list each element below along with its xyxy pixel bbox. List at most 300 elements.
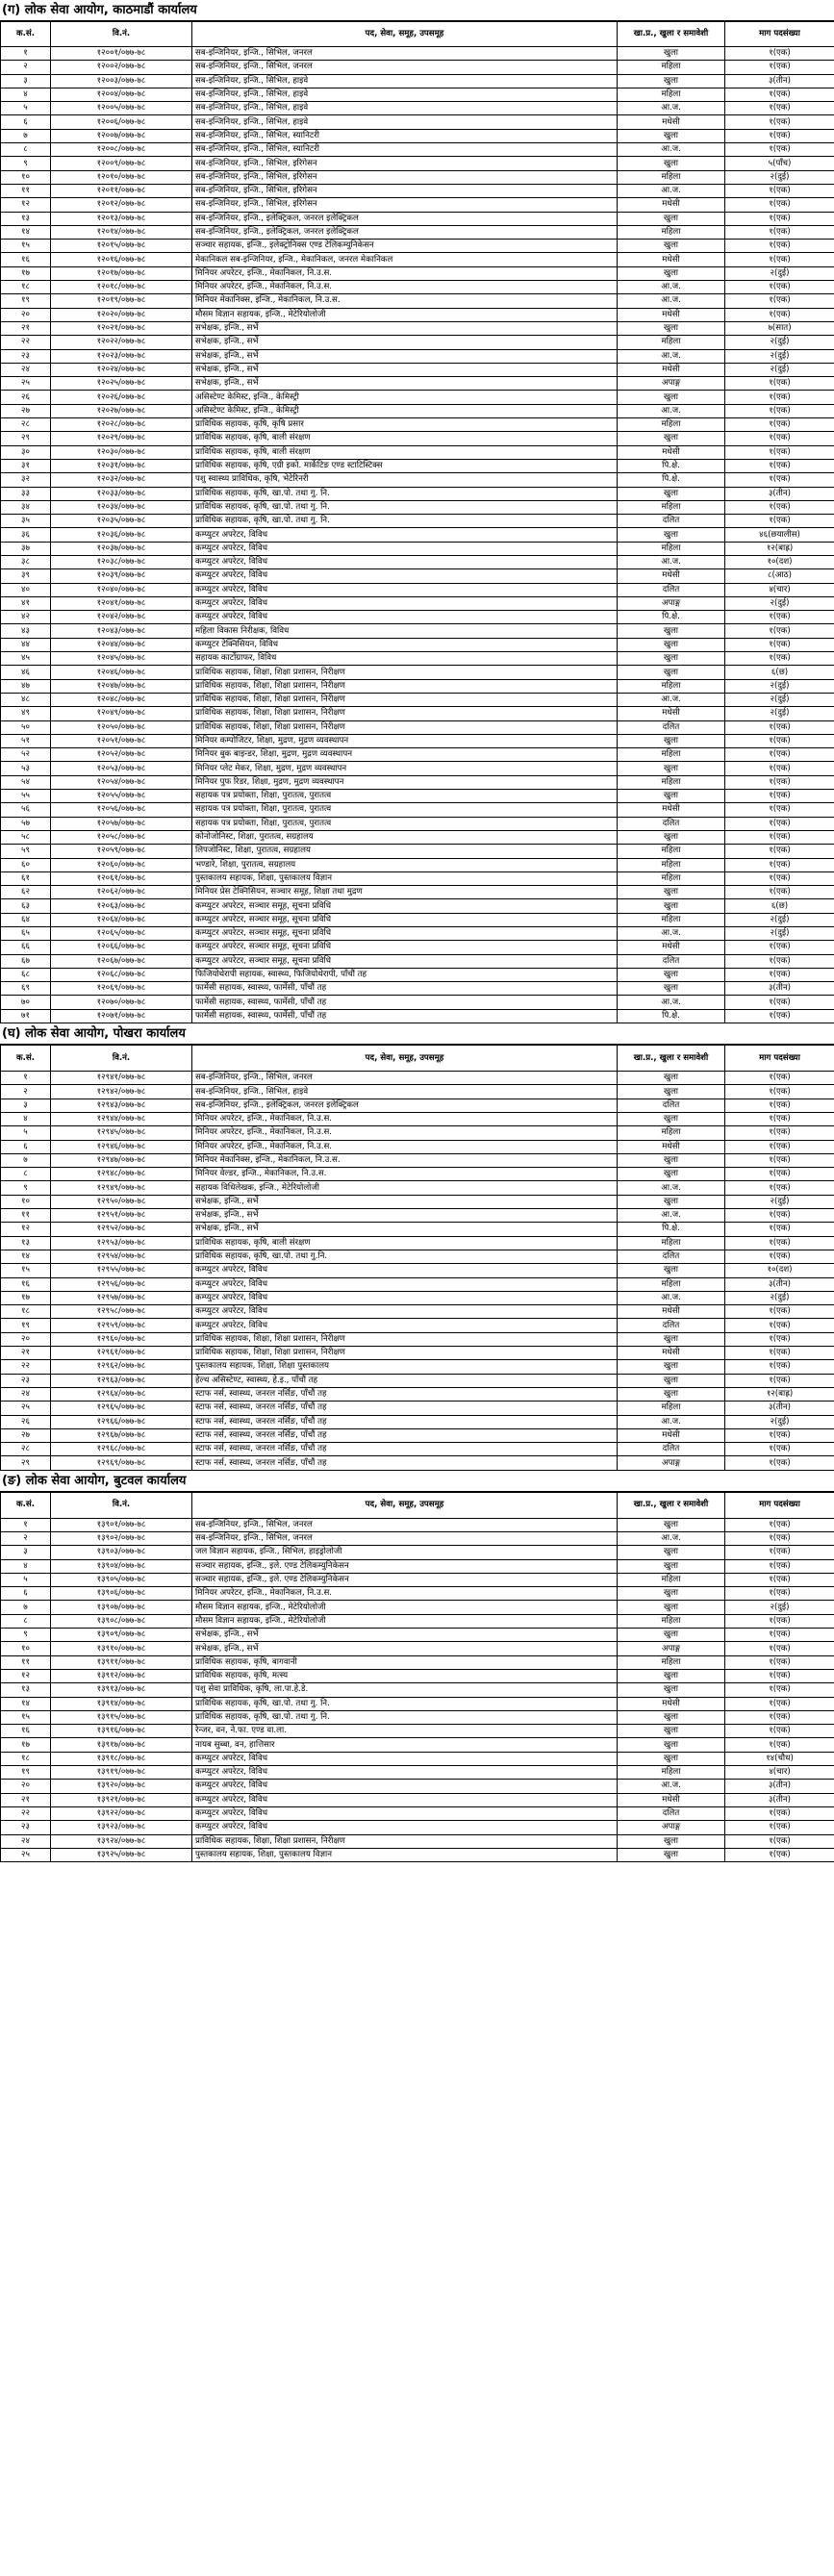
- adv-no-cell: १२९५१/०७७-७८: [51, 1209, 192, 1223]
- header-category: खा.प्र., खुला र समावेशी: [618, 22, 725, 47]
- category-cell: आ.ज.: [618, 281, 725, 294]
- serial-cell: २: [1, 61, 51, 74]
- category-cell: महिला: [618, 748, 725, 762]
- adv-no-cell: १३९२५/०७७-७८: [51, 1848, 192, 1861]
- adv-no-cell: १३९०७/०७७-७८: [51, 1601, 192, 1614]
- serial-cell: ५६: [1, 803, 51, 817]
- category-cell: खुला: [618, 1834, 725, 1848]
- serial-cell: ६: [1, 1587, 51, 1601]
- post-cell: कम्प्युटर अपरेटर, विविध: [192, 528, 618, 542]
- post-cell: कम्प्युटर अपरेटर, विविध: [192, 569, 618, 583]
- adv-no-cell: १३९०१/०७७-७८: [51, 1518, 192, 1531]
- adv-no-cell: १२०४१/०७७-७८: [51, 596, 192, 610]
- post-cell: कम्प्युटर अपरेटर, विविध: [192, 583, 618, 596]
- demand-cell: १(एक): [725, 1443, 834, 1456]
- demand-cell: १२(बाह्र): [725, 542, 834, 555]
- serial-cell: ३९: [1, 569, 51, 583]
- category-cell: खुला: [618, 1168, 725, 1181]
- serial-cell: ६९: [1, 982, 51, 996]
- adv-no-cell: १२०६२/०७७-७८: [51, 886, 192, 899]
- table-row: [1, 432, 834, 445]
- demand-cell: १०(दश): [725, 555, 834, 568]
- adv-no-cell: १३९१९/०७७-७८: [51, 1766, 192, 1780]
- demand-cell: १(एक): [725, 1848, 834, 1861]
- category-cell: मधेसी: [618, 1428, 725, 1442]
- adv-no-cell: १२९५०/०७७-७८: [51, 1195, 192, 1208]
- table-row: [1, 1140, 834, 1153]
- demand-cell: २(दुई): [725, 363, 834, 376]
- post-cell: मिनियर प्लेट मेकर, शिक्षा, मुद्रण, मुद्रण व्यवस्थापन: [192, 762, 618, 775]
- demand-cell: १(एक): [725, 1834, 834, 1848]
- demand-cell: १(एक): [725, 294, 834, 308]
- category-cell: मधेसी: [618, 1347, 725, 1360]
- adv-no-cell: १२०६४/०७७-७८: [51, 913, 192, 926]
- serial-cell: ७: [1, 1153, 51, 1167]
- table-row: [1, 47, 834, 61]
- table-row: [1, 1683, 834, 1697]
- category-cell: खुला: [618, 790, 725, 803]
- category-cell: खुला: [618, 266, 725, 280]
- adv-no-cell: १२९४३/०७७-७८: [51, 1099, 192, 1112]
- adv-no-cell: १२९५७/०७७-७८: [51, 1291, 192, 1304]
- serial-cell: ५९: [1, 845, 51, 858]
- table-row: [1, 1347, 834, 1360]
- adv-no-cell: १२०४३/०७७-७८: [51, 624, 192, 638]
- adv-no-cell: १२०२५/०७७-७८: [51, 377, 192, 391]
- serial-cell: २८: [1, 1443, 51, 1456]
- serial-cell: ३६: [1, 528, 51, 542]
- demand-cell: १(एक): [725, 1738, 834, 1752]
- header-post: पद, सेवा, समूह, उपसमूह: [192, 1046, 618, 1072]
- table-row: [1, 803, 834, 817]
- adv-no-cell: १३९१२/०७७-७८: [51, 1669, 192, 1682]
- post-cell: सब-इन्जिनियर, इन्जि., सिभिल, हाइवे: [192, 88, 618, 101]
- table-row: [1, 445, 834, 459]
- table-row: [1, 1821, 834, 1834]
- serial-cell: ६१: [1, 871, 51, 885]
- header-post: पद, सेवा, समूह, उपसमूह: [192, 1492, 618, 1518]
- serial-cell: १५: [1, 1710, 51, 1724]
- demand-cell: १(एक): [725, 212, 834, 225]
- adv-no-cell: १२०२२/०७७-७८: [51, 336, 192, 349]
- post-cell: स्टाफ नर्स, स्वास्थ्य, जनरल नर्सिङ, पाँचौं तह: [192, 1428, 618, 1442]
- post-cell: सब-इन्जिनियर, इन्जि., सिभिल, स्यानिटरी: [192, 143, 618, 157]
- category-cell: खुला: [618, 886, 725, 899]
- header-adv-no: वि.नं.: [51, 1492, 192, 1518]
- category-cell: खुला: [618, 1710, 725, 1724]
- post-cell: भण्डारे, शिक्षा, पुरातत्व, सग्रहालय: [192, 858, 618, 871]
- serial-cell: १०: [1, 170, 51, 184]
- demand-cell: १(एक): [725, 1710, 834, 1724]
- demand-cell: १(एक): [725, 1374, 834, 1387]
- table-row: [1, 830, 834, 844]
- demand-cell: १(एक): [725, 143, 834, 157]
- adv-no-cell: १२०३३/०७७-७८: [51, 487, 192, 500]
- category-cell: मधेसी: [618, 363, 725, 376]
- table-row: [1, 775, 834, 789]
- category-cell: खुला: [618, 968, 725, 981]
- adv-no-cell: १२९६८/०७७-७८: [51, 1443, 192, 1456]
- adv-no-cell: १२९५६/०७७-७८: [51, 1277, 192, 1291]
- demand-cell: १(एक): [725, 871, 834, 885]
- post-cell: सब-इन्जिनियर, इन्जि., सिभिल, जनरल: [192, 1518, 618, 1531]
- adv-no-cell: १२०५२/०७७-७८: [51, 748, 192, 762]
- table-row: [1, 88, 834, 101]
- demand-cell: १(एक): [725, 1236, 834, 1250]
- header-post: पद, सेवा, समूह, उपसमूह: [192, 22, 618, 47]
- table-row: [1, 1264, 834, 1277]
- table-row: [1, 1780, 834, 1793]
- serial-cell: ३: [1, 1546, 51, 1559]
- adv-no-cell: १२०५३/०७७-७८: [51, 762, 192, 775]
- serial-cell: १५: [1, 240, 51, 253]
- adv-no-cell: १२००१/०७७-७८: [51, 47, 192, 61]
- category-cell: खुला: [618, 432, 725, 445]
- demand-cell: १(एक): [725, 1629, 834, 1642]
- category-cell: खुला: [618, 1725, 725, 1738]
- table-row: [1, 198, 834, 212]
- demand-cell: २(दुई): [725, 336, 834, 349]
- demand-cell: १(एक): [725, 1168, 834, 1181]
- demand-cell: १(एक): [725, 1319, 834, 1332]
- demand-cell: ४(चार): [725, 583, 834, 596]
- serial-cell: ११: [1, 1655, 51, 1669]
- demand-cell: १(एक): [725, 1009, 834, 1023]
- table-row: [1, 1766, 834, 1780]
- category-cell: आ.ज.: [618, 1209, 725, 1223]
- adv-no-cell: १२०१०/०७७-७८: [51, 170, 192, 184]
- demand-cell: १(एक): [725, 817, 834, 830]
- table-row: [1, 61, 834, 74]
- serial-cell: ५२: [1, 748, 51, 762]
- demand-cell: ३(तीन): [725, 1277, 834, 1291]
- adv-no-cell: १२०१७/०७७-७८: [51, 266, 192, 280]
- adv-no-cell: १२००४/०७७-७८: [51, 88, 192, 101]
- category-cell: महिला: [618, 1766, 725, 1780]
- table-row: [1, 1587, 834, 1601]
- post-cell: कम्प्युटर अपरेटर, विविध: [192, 1806, 618, 1820]
- adv-no-cell: १३९०३/०७७-७८: [51, 1546, 192, 1559]
- serial-cell: १: [1, 1518, 51, 1531]
- post-cell: प्राविधिक सहायक, कृषि, खा.पो. तथा गु.नि.: [192, 1250, 618, 1263]
- adv-no-cell: १२९६४/०७७-७८: [51, 1387, 192, 1401]
- category-cell: मधेसी: [618, 1140, 725, 1153]
- post-cell: प्राविधिक सहायक, कृषि, मत्स्य: [192, 1669, 618, 1682]
- serial-cell: २: [1, 1531, 51, 1545]
- adv-no-cell: १२०२४/०७७-७८: [51, 363, 192, 376]
- adv-no-cell: १२९६९/०७७-७८: [51, 1456, 192, 1470]
- serial-cell: १७: [1, 266, 51, 280]
- table-row: [1, 982, 834, 996]
- category-cell: दलित: [618, 1443, 725, 1456]
- post-cell: पुस्तकालय सहायक, शिक्षा, शिक्षा पुस्तकालय: [192, 1360, 618, 1374]
- demand-cell: १(एक): [725, 515, 834, 528]
- serial-cell: ३०: [1, 445, 51, 459]
- adv-no-cell: १३९०४/०७७-७८: [51, 1559, 192, 1573]
- table-row: [1, 1291, 834, 1304]
- post-cell: प्राविधिक सहायक, कृषि, खा.पो. तथा गु. नि.: [192, 515, 618, 528]
- category-cell: अपाङ्ग: [618, 596, 725, 610]
- demand-cell: १(एक): [725, 968, 834, 981]
- category-cell: खुला: [618, 321, 725, 335]
- adv-no-cell: १२९४८/०७७-७८: [51, 1168, 192, 1181]
- adv-no-cell: १२०४७/०७७-७८: [51, 679, 192, 693]
- serial-cell: ११: [1, 184, 51, 197]
- post-cell: सहायक विधिलेखक, इन्जि., मेटेरियोलोजी: [192, 1181, 618, 1195]
- table-row: [1, 102, 834, 115]
- serial-cell: २७: [1, 404, 51, 417]
- serial-cell: ६: [1, 115, 51, 129]
- post-cell: सब-इन्जिनियर, इन्जि., इलेक्ट्रिकल, जनरल इलेक्ट्रिकल: [192, 1099, 618, 1112]
- post-cell: सब-इन्जिनियर, इन्जि., सिभिल, इरिगेसन: [192, 157, 618, 170]
- serial-cell: ५: [1, 102, 51, 115]
- category-cell: खुला: [618, 1518, 725, 1531]
- table-row: [1, 363, 834, 376]
- serial-cell: ७: [1, 1601, 51, 1614]
- serial-cell: २९: [1, 1456, 51, 1470]
- table-row: [1, 1072, 834, 1085]
- post-cell: मिनियर अपरेटर, इन्जि., मेकानिकल, नि.उ.स.: [192, 281, 618, 294]
- table-row: [1, 817, 834, 830]
- adv-no-cell: १२००६/०७७-७८: [51, 115, 192, 129]
- table-row: [1, 693, 834, 706]
- adv-no-cell: १३९१३/०७७-७८: [51, 1683, 192, 1697]
- post-cell: प्राविधिक सहायक, शिक्षा, शिक्षा प्रशासन, निरीक्षण: [192, 666, 618, 679]
- category-cell: दलित: [618, 1806, 725, 1820]
- adv-no-cell: १२९६६/०७७-७८: [51, 1415, 192, 1428]
- category-cell: मधेसी: [618, 253, 725, 266]
- serial-cell: २४: [1, 1387, 51, 1401]
- adv-no-cell: १२०३०/०७७-७८: [51, 445, 192, 459]
- table-row: [1, 858, 834, 871]
- demand-cell: १(एक): [725, 1587, 834, 1601]
- serial-cell: ७०: [1, 996, 51, 1009]
- serial-cell: ४: [1, 1112, 51, 1125]
- adv-no-cell: १२०५१/०७७-७८: [51, 734, 192, 747]
- serial-cell: ६३: [1, 899, 51, 913]
- adv-no-cell: १२०२९/०७७-७८: [51, 432, 192, 445]
- category-cell: महिला: [618, 418, 725, 432]
- category-cell: दलित: [618, 1319, 725, 1332]
- demand-cell: १(एक): [725, 115, 834, 129]
- post-cell: कम्प्युटर अपरेटर, विविध: [192, 1305, 618, 1319]
- category-cell: दलित: [618, 817, 725, 830]
- table-row: [1, 281, 834, 294]
- demand-cell: १(एक): [725, 1559, 834, 1573]
- serial-cell: २३: [1, 349, 51, 363]
- post-cell: सब-इन्जिनियर, इन्जि., सिभिल, जनरल: [192, 47, 618, 61]
- serial-cell: ३८: [1, 555, 51, 568]
- adv-no-cell: १२०१५/०७७-७८: [51, 240, 192, 253]
- demand-cell: १(एक): [725, 1126, 834, 1140]
- demand-cell: २(दुई): [725, 170, 834, 184]
- demand-cell: ३(तीन): [725, 1793, 834, 1806]
- serial-cell: २०: [1, 1332, 51, 1346]
- post-cell: महिला विकास निरीक्षक, विविध: [192, 624, 618, 638]
- category-cell: महिला: [618, 500, 725, 514]
- table-row: [1, 500, 834, 514]
- post-cell: पशु सेवा प्राविधिक, कृषि, ला.पा.हे.डे.: [192, 1683, 618, 1697]
- post-cell: सब-इन्जिनियर, इन्जि., सिभिल, जनरल: [192, 61, 618, 74]
- table-row: [1, 473, 834, 487]
- serial-cell: २५: [1, 1402, 51, 1415]
- serial-cell: २३: [1, 1821, 51, 1834]
- serial-cell: ८: [1, 143, 51, 157]
- serial-cell: १४: [1, 225, 51, 239]
- serial-cell: १६: [1, 253, 51, 266]
- serial-cell: ४७: [1, 679, 51, 693]
- adv-no-cell: १२०३२/०७७-७८: [51, 473, 192, 487]
- table-row: [1, 1614, 834, 1628]
- adv-no-cell: १२०६८/०७७-७८: [51, 968, 192, 981]
- post-cell: सब-इन्जिनियर, इन्जि., सिभिल, स्यानिटरी: [192, 129, 618, 142]
- demand-cell: १(एक): [725, 1725, 834, 1738]
- serial-cell: ९: [1, 157, 51, 170]
- demand-cell: ४६(छयालीस): [725, 528, 834, 542]
- demand-cell: १(एक): [725, 253, 834, 266]
- adv-no-cell: १२०१६/०७७-७८: [51, 253, 192, 266]
- table-row: [1, 1793, 834, 1806]
- serial-cell: ११: [1, 1209, 51, 1223]
- adv-no-cell: १२०४०/०७७-७८: [51, 583, 192, 596]
- adv-no-cell: १२०७०/०७७-७८: [51, 996, 192, 1009]
- table-row: [1, 170, 834, 184]
- table-row: [1, 1099, 834, 1112]
- table-row: [1, 1153, 834, 1167]
- adv-no-cell: १२०६६/०७७-७८: [51, 941, 192, 954]
- table-row: [1, 1428, 834, 1442]
- serial-cell: २१: [1, 321, 51, 335]
- demand-cell: ३(तीन): [725, 74, 834, 88]
- category-cell: मधेसी: [618, 569, 725, 583]
- serial-cell: ६५: [1, 927, 51, 941]
- serial-cell: २१: [1, 1347, 51, 1360]
- post-cell: सब-इन्जिनियर, इन्जि., इलेक्ट्रिकल, जनरल इलेक्ट्रिकल: [192, 225, 618, 239]
- category-cell: महिला: [618, 1614, 725, 1628]
- serial-cell: १३: [1, 1236, 51, 1250]
- post-cell: कम्प्युटर अपरेटर, विविध: [192, 542, 618, 555]
- adv-no-cell: १२०६१/०७७-७८: [51, 871, 192, 885]
- table-row: [1, 542, 834, 555]
- post-cell: मिनियर वेल्डर, इन्जि., मेकानिकल, नि.उ.स.: [192, 1168, 618, 1181]
- serial-cell: ६: [1, 1140, 51, 1153]
- post-cell: सब-इन्जिनियर, इन्जि., सिभिल, जनरल: [192, 1072, 618, 1085]
- table-row: [1, 624, 834, 638]
- table-row: [1, 418, 834, 432]
- adv-no-cell: १२९६५/०७७-७८: [51, 1402, 192, 1415]
- post-cell: प्राविधिक सहायक, कृषि, बाली संरक्षण: [192, 432, 618, 445]
- table-row: [1, 515, 834, 528]
- demand-cell: १(एक): [725, 404, 834, 417]
- adv-no-cell: १२९४७/०७७-७८: [51, 1153, 192, 1167]
- demand-cell: १(एक): [725, 1140, 834, 1153]
- post-cell: प्राविधिक सहायक, शिक्षा, शिक्षा प्रशासन, निरीक्षण: [192, 1332, 618, 1346]
- section-title: (ङ) लोक सेवा आयोग, बुटवल कार्यालय: [0, 1471, 834, 1492]
- table-row: [1, 377, 834, 391]
- table-row: [1, 184, 834, 197]
- adv-no-cell: १२०५४/०७७-७८: [51, 775, 192, 789]
- table-row: [1, 899, 834, 913]
- post-cell: कम्प्युटर अपरेटर, विविध: [192, 596, 618, 610]
- table-row: [1, 225, 834, 239]
- serial-cell: २: [1, 1085, 51, 1099]
- table-row: [1, 748, 834, 762]
- adv-no-cell: १३९१६/०७७-७८: [51, 1725, 192, 1738]
- adv-no-cell: १२९६७/०७७-७८: [51, 1428, 192, 1442]
- adv-no-cell: १२०१४/०७७-७८: [51, 225, 192, 239]
- category-cell: आ.ज.: [618, 294, 725, 308]
- serial-cell: ४८: [1, 693, 51, 706]
- vacancy-table: [0, 1045, 834, 1471]
- header-demand: माग पदसंख्या: [725, 1046, 834, 1072]
- post-cell: सभेक्षक, इन्जि., सर्भे: [192, 1223, 618, 1236]
- category-cell: महिला: [618, 1402, 725, 1415]
- adv-no-cell: १३९२२/०७७-७८: [51, 1806, 192, 1820]
- table-row: [1, 1601, 834, 1614]
- adv-no-cell: १२९४६/०७७-७८: [51, 1140, 192, 1153]
- serial-cell: ५७: [1, 817, 51, 830]
- table-row: [1, 1223, 834, 1236]
- demand-cell: ७(सात): [725, 321, 834, 335]
- table-row: [1, 555, 834, 568]
- table-row: [1, 583, 834, 596]
- table-row: [1, 1738, 834, 1752]
- table-row: [1, 1559, 834, 1573]
- table-row: [1, 240, 834, 253]
- table-row: [1, 253, 834, 266]
- serial-cell: ४५: [1, 652, 51, 666]
- post-cell: कम्प्युटर अपरेटर, विविध: [192, 1752, 618, 1765]
- demand-cell: १(एक): [725, 1085, 834, 1099]
- post-cell: कम्प्युटर अपरेटर, विविध: [192, 1277, 618, 1291]
- demand-cell: २(दुई): [725, 596, 834, 610]
- category-cell: महिला: [618, 845, 725, 858]
- table-row: [1, 1126, 834, 1140]
- table-row: [1, 459, 834, 472]
- post-cell: मिनियर अपरेटर, इन्जि., मेकानिकल, नि.उ.स.: [192, 1112, 618, 1125]
- adv-no-cell: १२०५५/०७७-७८: [51, 790, 192, 803]
- category-cell: मधेसी: [618, 1793, 725, 1806]
- demand-cell: २(दुई): [725, 913, 834, 926]
- post-cell: स्टाफ नर्स, स्वास्थ्य, जनरल नर्सिङ, पाँचौं तह: [192, 1415, 618, 1428]
- demand-cell: १(एक): [725, 1655, 834, 1669]
- demand-cell: १(एक): [725, 102, 834, 115]
- post-cell: सहायक कार्टोग्राफर, विविध: [192, 652, 618, 666]
- post-cell: कम्प्युटर अपरेटर, विविध: [192, 1821, 618, 1834]
- serial-cell: ६८: [1, 968, 51, 981]
- demand-cell: १(एक): [725, 1669, 834, 1682]
- category-cell: महिला: [618, 170, 725, 184]
- serial-cell: ४३: [1, 624, 51, 638]
- serial-cell: १५: [1, 1264, 51, 1277]
- post-cell: कम्प्युटर अपरेटर, विविध: [192, 1264, 618, 1277]
- serial-cell: ३५: [1, 515, 51, 528]
- post-cell: सहायक पत्र प्रयोक्ता, शिक्षा, पुरातत्व, पुरातत्व: [192, 817, 618, 830]
- post-cell: फार्मेसी सहायक, स्वास्थ्य, फार्मेसी, पाँचौं तह: [192, 996, 618, 1009]
- serial-cell: १८: [1, 1305, 51, 1319]
- post-cell: सब-इन्जिनियर, इन्जि., सिभिल, हाइवे: [192, 74, 618, 88]
- category-cell: मधेसी: [618, 198, 725, 212]
- post-cell: कम्प्युटर अपरेटर, विविध: [192, 555, 618, 568]
- header-adv-no: वि.नं.: [51, 1046, 192, 1072]
- post-cell: कम्प्युटर अपरेटर, सञ्चार समूह, सूचना प्रविधि: [192, 899, 618, 913]
- adv-no-cell: १२०६०/०७७-७८: [51, 858, 192, 871]
- post-cell: स्टाफ नर्स, स्वास्थ्य, जनरल नर्सिङ, पाँचौं तह: [192, 1456, 618, 1470]
- table-row: [1, 913, 834, 926]
- post-cell: पुस्तकालय सहायक, शिक्षा, पुस्तकालय विज्ञान: [192, 1848, 618, 1861]
- demand-cell: १(एक): [725, 1683, 834, 1697]
- adv-no-cell: १३९१५/०७७-७८: [51, 1710, 192, 1724]
